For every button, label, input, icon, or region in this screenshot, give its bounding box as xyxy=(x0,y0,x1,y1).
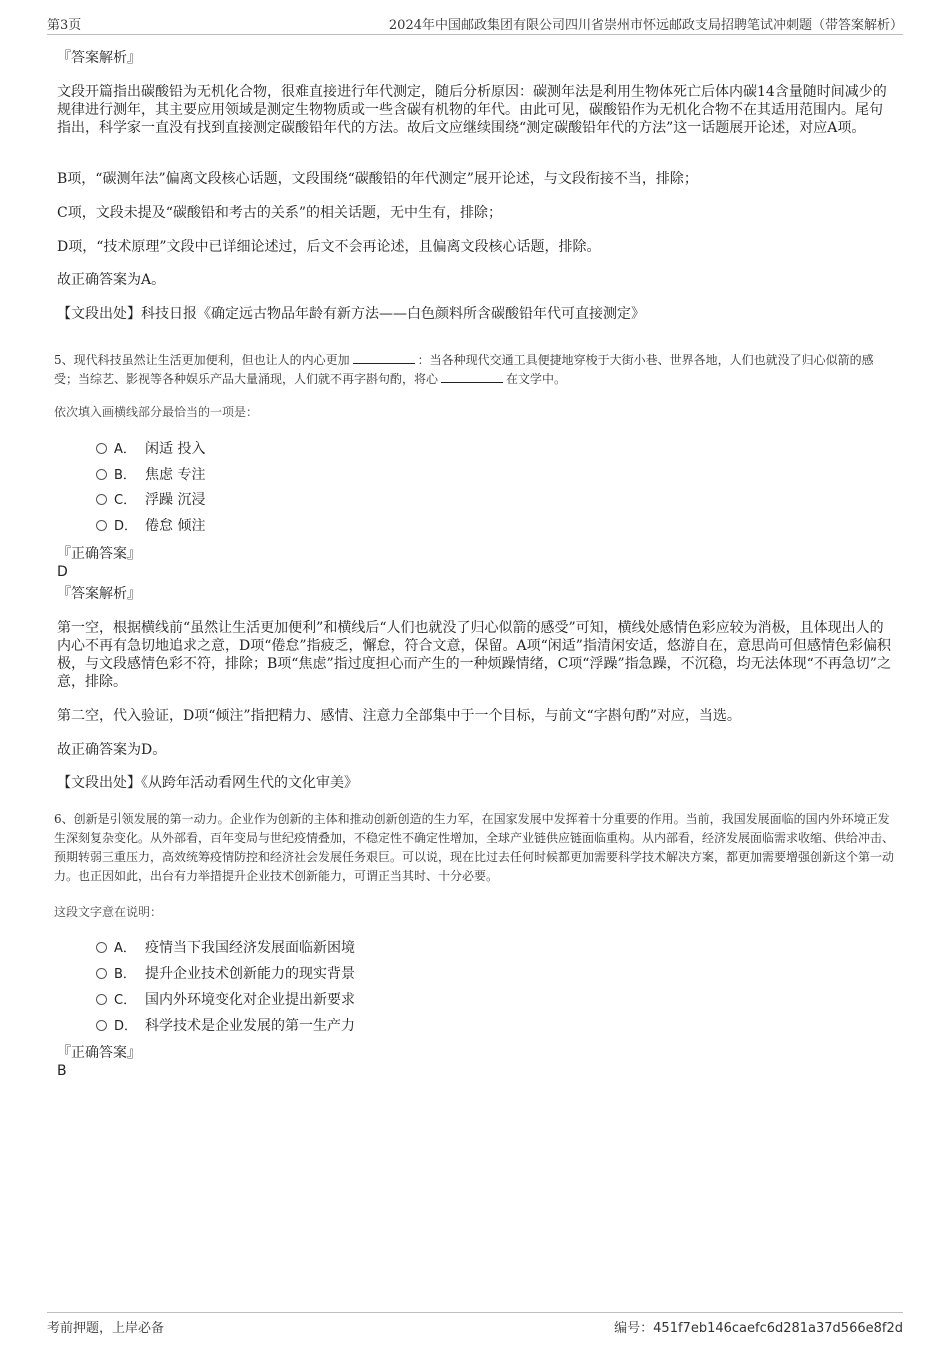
question-6-prompt: 这段文字意在说明： xyxy=(54,905,163,919)
radio-icon[interactable] xyxy=(96,942,107,953)
document-title: 2024年中国邮政集团有限公司四川省崇州市怀远邮政支局招聘笔试冲刺题（带答案解析） xyxy=(388,18,903,33)
q5-option-b[interactable]: B． 焦虑 专注 xyxy=(96,466,205,485)
analysis-paragraph: 第一空，根据横线前“虽然让生活更加便利”和横线后“人们也就没了归心似箭的感受”可知，横线处感情色彩应较为消极，且体现出人的内心不再有急切地追求之意，D项“倦怠”指疲乏，懈怠，符合文意，保留。A项“闲适”指清闲安适，悠游自在，意思尚可但感情色彩偏积极，与文段感情色彩不符，排除；B项“焦虑”指过度担心而产生的一种烦躁情绪，C项“浮躁”指急躁，不沉稳，均无法体现“不再急切”之意，排除。 xyxy=(57,620,891,690)
correct-answer-value: D xyxy=(57,564,68,580)
analysis-conclusion: 故正确答案为A。 xyxy=(57,272,166,288)
analysis-paragraph-2: 第二空，代入验证，D项“倾注”指把精力、感情、注意力全部集中于一个目标，与前文“字斟句酌”对应，当选。 xyxy=(57,708,741,724)
analysis-heading: 『答案解析』 xyxy=(57,50,141,66)
page-number: 第3页 xyxy=(47,18,82,33)
q6-option-b[interactable]: B． 提升企业技术创新能力的现实背景 xyxy=(96,965,355,984)
page-header xyxy=(47,12,903,35)
fill-blank-1 xyxy=(353,351,415,364)
correct-answer-value: B xyxy=(57,1063,67,1079)
question-5-prompt: 依次填入画横线部分最恰当的一项是： xyxy=(54,405,259,419)
analysis-option-b: B项，“碳测年法”偏离文段核心话题，文段围绕“碳酸铅的年代测定”展开论述，与文段衔接不当，排除； xyxy=(57,171,698,187)
footer-slogan: 考前押题，上岸必备 xyxy=(47,1321,165,1336)
analysis-heading: 『答案解析』 xyxy=(57,586,141,602)
radio-icon[interactable] xyxy=(96,968,107,979)
radio-icon[interactable] xyxy=(96,520,107,531)
question-5-stem: 5、现代科技虽然让生活更加便利，但也让人的内心更加 ：当各种现代交通工具便捷地穿梭于大街小巷、世界各地，人们也就没了归心似箭的感受；当综艺、影视等各种娱乐产品大量涌现，人们就不再字斟句酌，将心 在文学中。 xyxy=(54,353,874,386)
question-6-stem: 6、创新是引领发展的第一动力。企业作为创新的主体和推动创新创造的生力军，在国家发展中发挥着十分重要的作用。当前，我国发展面临的国内外环境正发生深刻复杂变化。从外部看，百年变局与世纪疫情叠加，不稳定性不确定性增加，全球产业链供应链面临重构。从内部看，经济发展面临需求收缩、供给冲击、预期转弱三重压力，高效统筹疫情防控和经济社会发展任务艰巨。可以说，现在比过去任何时候都更加需要科学技术解决方案，都更加需要增强创新这个第一动力。也正因如此，出台有力举措提升企业技术创新能力，可谓正当其时、十分必要。 xyxy=(54,812,895,883)
radio-icon[interactable] xyxy=(96,443,107,454)
q5-option-c[interactable]: C． 浮躁 沉浸 xyxy=(96,491,205,510)
page-footer xyxy=(47,1312,903,1335)
radio-icon[interactable] xyxy=(96,469,107,480)
correct-answer-heading: 『正确答案』 xyxy=(57,546,141,562)
fill-blank-2 xyxy=(441,370,503,383)
q5-option-a[interactable]: A． 闲适 投入 xyxy=(96,440,205,459)
analysis-option-d: D项，“技术原理”文段中已详细论述过，后文不会再论述，且偏离文段核心话题，排除。 xyxy=(57,239,601,255)
radio-icon[interactable] xyxy=(96,994,107,1005)
analysis-paragraph: 文段开篇指出碳酸铅为无机化合物，很难直接进行年代测定，随后分析原因：碳测年法是利用生物体死亡后体内碳14含量随时间减少的规律进行测年，其主要应用领域是测定生物物质或一些含碳有机物的年代。由此可见，碳酸铅作为无机化合物不在其适用范围内。尾句指出，科学家一直没有找到直接测定碳酸铅年代的方法。故后文应继续围绕“测定碳酸铅年代的方法”这一话题展开论述，对应A项。 xyxy=(57,84,887,136)
source-citation: 【文段出处】科技日报《确定远古物品年龄有新方法——白色颜料所含碳酸铅年代可直接测定》 xyxy=(57,306,645,322)
source-citation: 【文段出处】《从跨年活动看网生代的文化审美》 xyxy=(57,775,358,791)
q6-option-d[interactable]: D． 科学技术是企业发展的第一生产力 xyxy=(96,1017,355,1036)
q5-option-d[interactable]: D． 倦怠 倾注 xyxy=(96,517,205,536)
analysis-conclusion: 故正确答案为D。 xyxy=(57,742,167,758)
q6-option-a[interactable]: A． 疫情当下我国经济发展面临新困境 xyxy=(96,939,355,958)
q6-option-c[interactable]: C． 国内外环境变化对企业提出新要求 xyxy=(96,991,355,1010)
radio-icon[interactable] xyxy=(96,1020,107,1031)
radio-icon[interactable] xyxy=(96,494,107,505)
document-code: 编号：451f7eb146caefc6d281a37d566e8f2d xyxy=(614,1321,903,1336)
analysis-option-c: C项，文段未提及“碳酸铅和考古的关系”的相关话题，无中生有，排除； xyxy=(57,205,503,221)
correct-answer-heading: 『正确答案』 xyxy=(57,1045,141,1061)
